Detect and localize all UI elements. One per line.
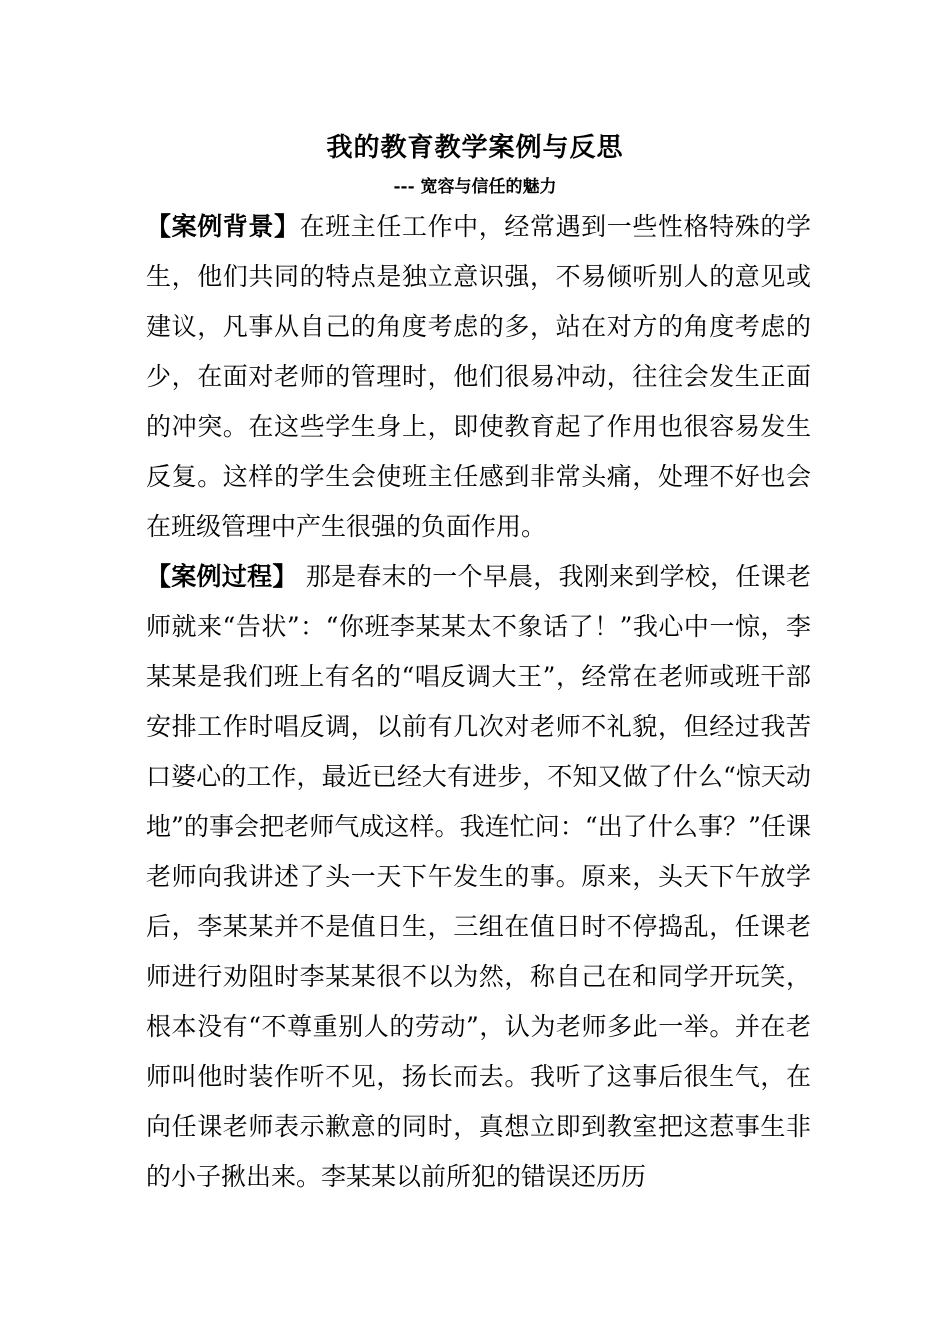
section-heading-background: 【案例背景】 [146, 212, 300, 241]
document-subtitle: --- 宽容与信任的魅力 [393, 177, 557, 197]
paragraph-background [146, 202, 811, 552]
paragraph-text-process: 那是春末的一个早晨，我刚来到学校，任课老师就来“告状”：“你班李某某太不象话了！”我心中一惊，李某某是我们班上有名的“唱反调大王”，经常在老师或班干部安排工作时唱反调，以前有几次对老师不礼貌，但经过我苦口婆心的工作，最近已经大有进步，不知又做了什么“惊天动地”的事会把老师气成这样。我连忙问：“出了什么事？”任课老师向我讲述了头一天下午发生的事。原来，头天下午放学后，李某某并不是值日生，三组在值日时不停捣乱，任课老师进行劝阻时李某某很不以为然，称自己在和同学开玩笑，根本没有“不尊重别人的劳动”，认为老师多此一举。并在老师叫他时装作听不见，扬长而去。我听了这事后很生气，在向任课老师表示歉意的同时，真想立即到教室把这惹事生非的小子揪出来。李某某以前所犯的错误还历历 [146, 562, 811, 1191]
document-title: 我的教育教学案例与反思 [326, 133, 624, 163]
paragraph-process [146, 552, 811, 1202]
section-heading-process: 【案例过程】 [146, 562, 298, 591]
document-body [146, 202, 811, 1202]
paragraph-text-background: 在班主任工作中，经常遇到一些性格特殊的学生，他们共同的特点是独立意识强，不易倾听别人的意见或建议，凡事从自己的角度考虑的多，站在对方的角度考虑的少，在面对老师的管理时，他们很易冲动，往往会发生正面的冲突。在这些学生身上，即使教育起了作用也很容易发生反复。这样的学生会使班主任感到非常头痛，处理不好也会在班级管理中产生很强的负面作用。 [146, 212, 811, 541]
